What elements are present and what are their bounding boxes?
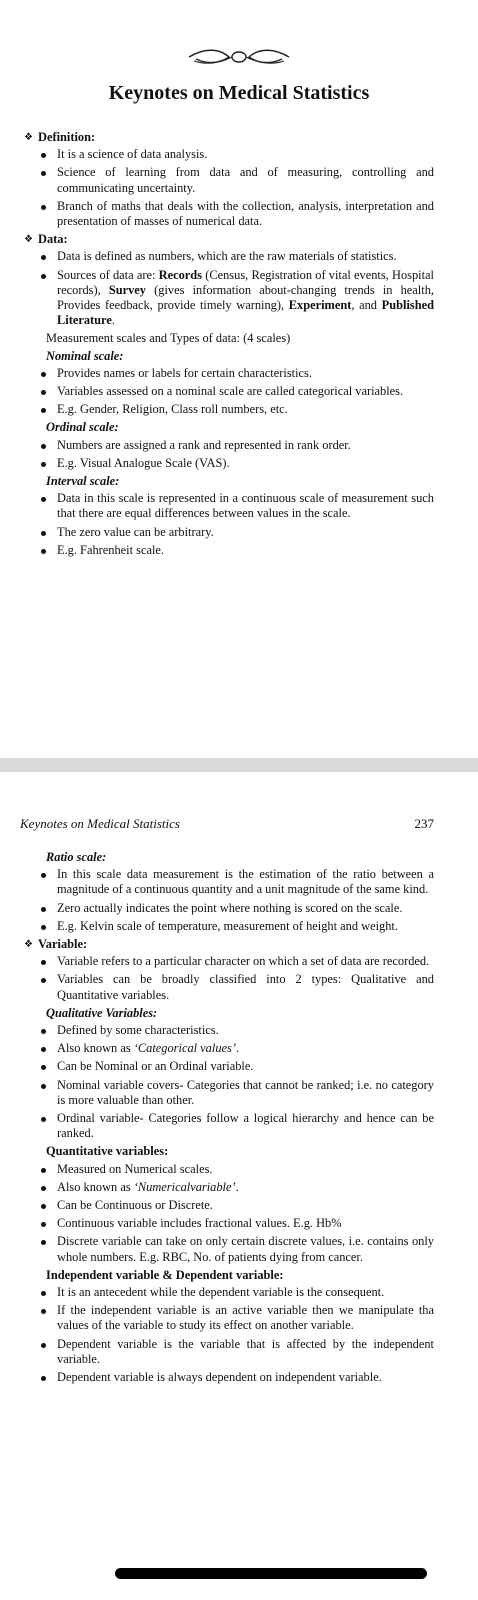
list-item — [24, 972, 434, 1002]
list-item — [24, 366, 434, 381]
running-head: Keynotes on Medical Statistics — [20, 816, 180, 831]
list-item — [24, 901, 434, 916]
page1-content — [24, 128, 434, 561]
text-run: Also known as — [57, 1179, 134, 1194]
subheading-independent-dependent: Independent variable & Dependent variable: — [46, 1267, 284, 1282]
list-item-text: E.g. Gender, Religion, Class roll numbers, etc. — [57, 402, 288, 417]
bullet-icon — [41, 907, 46, 912]
list-item-text: It is a science of data analysis. — [57, 147, 208, 162]
text-run: Also known as — [57, 1041, 134, 1056]
bold-term: Records — [158, 267, 202, 282]
diamond-bullet-icon: ❖ — [24, 939, 33, 951]
list-item — [24, 147, 434, 162]
bullet-icon — [41, 390, 46, 395]
list-item — [24, 1078, 434, 1108]
ratio-list — [24, 867, 434, 934]
list-item-text: If the independent variable is an active variable then we manipulate tha values of the variable to study its effect on another variable. — [57, 1303, 434, 1333]
diamond-bullet-icon: ❖ — [24, 234, 33, 246]
home-indicator[interactable] — [115, 1568, 427, 1579]
bullet-icon — [41, 1084, 46, 1089]
data-list — [24, 249, 434, 328]
bullet-icon — [41, 444, 46, 449]
list-item — [24, 1303, 434, 1333]
list-item — [24, 919, 434, 934]
list-item-text: Can be Nominal or an Ordinal variable. — [57, 1059, 254, 1074]
bullet-icon — [41, 372, 46, 377]
diamond-bullet-icon: ❖ — [24, 132, 33, 143]
page-236 — [0, 0, 478, 758]
list-item-text: It is an antecedent while the dependent variable is the consequent. — [57, 1285, 385, 1300]
list-item — [24, 1370, 434, 1385]
text-run: (Census, Registration of vital events, Hospital records), — [57, 267, 434, 297]
list-item — [24, 1023, 434, 1038]
list-item-text: Branch of maths that deals with the collection, analysis, interpretation and presentation of masses of numerical data. — [57, 198, 434, 229]
list-item — [24, 1198, 434, 1213]
bold-term: Survey — [108, 282, 147, 297]
list-item-text: Ordinal variable- Categories follow a logical hierarchy and hence can be ranked. — [57, 1111, 434, 1141]
bullet-icon — [41, 274, 46, 279]
list-item-text: Data in this scale is represented in a continuous scale of measurement such that there are equal differences between values in the scale. — [57, 491, 434, 521]
list-item-text: Discrete variable can take on only certain discrete values, i.e. contains only whole numbers. E.g. RBC, No. of patients dying from cancer. — [57, 1234, 434, 1264]
subheading-ordinal: Ordinal scale: — [46, 420, 119, 435]
bullet-icon — [41, 497, 46, 502]
italic-term: ‘Categorical values’ — [133, 1041, 236, 1056]
bullet-icon — [41, 549, 46, 554]
list-item-text: Can be Continuous or Discrete. — [57, 1198, 213, 1213]
list-item — [24, 268, 434, 329]
list-item-text: In this scale data measurement is the estimation of the ratio between a magnitude of a continuous quantity and a unit magnitude of the same kind. — [57, 867, 434, 897]
page-title: Keynotes on Medical Statistics — [108, 82, 370, 104]
list-item-text: Provides names or labels for certain characteristics. — [57, 365, 312, 380]
decorative-ornament — [0, 46, 478, 73]
text-run: . — [235, 1179, 239, 1194]
bullet-icon — [41, 1376, 46, 1381]
subheading-interval: Interval scale: — [46, 474, 120, 489]
list-item-text: Dependent variable is always dependent on independent variable. — [57, 1370, 382, 1385]
list-item — [24, 384, 434, 399]
quantitative-list — [24, 1162, 434, 1265]
independent-list — [24, 1285, 434, 1385]
bullet-icon — [41, 531, 46, 536]
list-item-text: Science of learning from data and of measuring, controlling and communicating uncertainty. — [57, 165, 434, 195]
page-number: 237 — [414, 816, 434, 831]
bullet-icon — [41, 1117, 46, 1122]
list-item-text: Variables can be broadly classified into 2 types: Qualitative and Quantitative variables. — [57, 972, 434, 1002]
bullet-icon — [41, 1291, 46, 1296]
nominal-list — [24, 366, 434, 418]
list-item-text: Dependent variable is the variable that is affected by the independent variable. — [57, 1336, 434, 1366]
bullet-icon — [41, 462, 46, 467]
list-item — [24, 199, 434, 229]
bullet-icon — [41, 925, 46, 930]
bullet-icon — [41, 873, 46, 878]
page2-content — [24, 848, 434, 1388]
subheading-ratio: Ratio scale: — [46, 850, 107, 864]
bullet-icon — [41, 1047, 46, 1052]
text-run: Sources of data are: — [57, 267, 159, 282]
bullet-icon — [41, 255, 46, 260]
ordinal-list — [24, 438, 434, 471]
bold-term: Published Literature — [57, 298, 434, 328]
list-item-text: Variable refers to a particular character on which a set of data are recorded. — [57, 954, 430, 969]
bullet-icon — [41, 1029, 46, 1034]
bullet-icon — [41, 408, 46, 413]
list-item — [24, 1337, 434, 1367]
list-item — [24, 438, 434, 453]
section-data — [24, 232, 434, 247]
page-237 — [0, 772, 478, 1600]
list-item — [24, 1285, 434, 1300]
list-item — [24, 456, 434, 471]
bullet-icon — [41, 1168, 46, 1173]
list-item — [24, 1180, 434, 1195]
bullet-icon — [41, 1186, 46, 1191]
list-item-text: Zero actually indicates the point where nothing is scored on the scale. — [57, 900, 403, 915]
page-divider — [0, 758, 478, 772]
text-run: . — [235, 1041, 240, 1056]
list-item — [24, 165, 434, 195]
list-item — [24, 491, 434, 521]
subheading-qualitative: Qualitative Variables: — [46, 1005, 158, 1020]
bullet-icon — [41, 171, 46, 176]
bullet-icon — [41, 1065, 46, 1070]
scroll-ornament-icon — [184, 46, 294, 68]
list-item-text: E.g. Fahrenheit scale. — [57, 542, 165, 557]
section-definition — [24, 130, 434, 145]
list-item — [24, 525, 434, 540]
list-item-text: E.g. Visual Analogue Scale (VAS). — [57, 455, 230, 470]
list-item — [24, 543, 434, 558]
list-item — [24, 954, 434, 969]
section-heading: Definition: — [38, 130, 96, 144]
list-item — [24, 1234, 434, 1264]
bold-term: Experiment — [288, 298, 352, 313]
list-item-text: Nominal variable covers- Categories that cannot be ranked; i.e. no category is more valuable than other. — [57, 1077, 434, 1107]
bullet-icon — [41, 1309, 46, 1314]
list-item — [24, 249, 434, 264]
list-item — [24, 1111, 434, 1141]
text-run: (gives information about-changing trends in health, Provides feedback, provide timely warning), — [57, 282, 434, 313]
variable-list — [24, 954, 434, 1003]
list-item-text: Continuous variable includes fractional values. E.g. Hb% — [57, 1216, 342, 1231]
list-item-text: Numbers are assigned a rank and represented in rank order. — [57, 437, 351, 452]
section-variable — [24, 937, 434, 952]
scales-intro: Measurement scales and Types of data: (4 scales) — [46, 331, 291, 346]
section-heading: Data: — [38, 232, 68, 247]
list-item-text: Defined by some characteristics. — [57, 1023, 219, 1038]
text-run: . — [111, 313, 115, 328]
subheading-quantitative: Quantitative variables: — [46, 1144, 169, 1159]
qualitative-list — [24, 1023, 434, 1141]
list-item-text: Variables assessed on a nominal scale are called categorical variables. — [57, 384, 404, 399]
subheading-nominal: Nominal scale: — [46, 348, 124, 363]
bullet-icon — [41, 153, 46, 158]
bullet-icon — [41, 1222, 46, 1227]
section-heading: Variable: — [38, 937, 88, 952]
bullet-icon — [41, 1240, 46, 1245]
list-item-text: E.g. Kelvin scale of temperature, measurement of height and weight. — [57, 918, 398, 933]
interval-list — [24, 491, 434, 558]
list-item — [24, 1059, 434, 1074]
italic-term: ‘Numericalvariable’ — [133, 1179, 236, 1194]
bullet-icon — [41, 960, 46, 965]
list-item-text: The zero value can be arbitrary. — [57, 524, 214, 539]
bullet-icon — [41, 978, 46, 983]
text-run: , and — [351, 298, 382, 313]
list-item-text: Measured on Numerical scales. — [57, 1161, 213, 1176]
definition-list — [24, 147, 434, 229]
bullet-icon — [41, 1204, 46, 1209]
list-item — [24, 1041, 434, 1056]
list-item — [24, 1216, 434, 1231]
bullet-icon — [41, 205, 46, 210]
bullet-icon — [41, 1343, 46, 1348]
list-item — [24, 867, 434, 897]
list-item-text: Data is defined as numbers, which are the raw materials of statistics. — [57, 249, 397, 264]
list-item — [24, 402, 434, 417]
list-item — [24, 1162, 434, 1177]
